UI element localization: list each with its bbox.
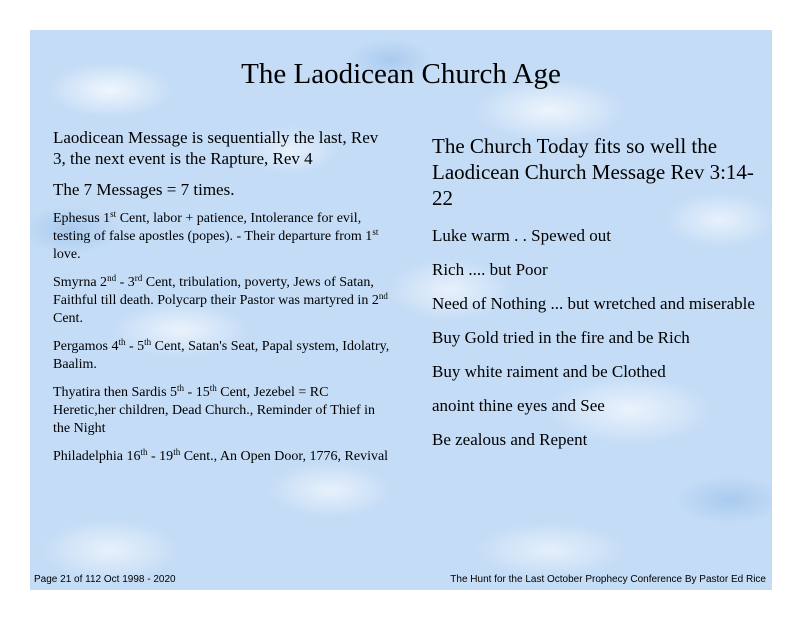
slide	[30, 30, 772, 590]
right-item: Buy Gold tried in the fire and be Rich	[432, 328, 690, 347]
age-pergamos: Pergamos 4th - 5th Cent, Satan's Seat, Papal system, Idolatry, Baalim.	[53, 337, 390, 372]
right-item: Buy white raiment and be Clothed	[432, 362, 666, 381]
right-item: Be zealous and Repent	[432, 430, 588, 449]
right-column	[432, 133, 762, 462]
right-item: Luke warm . . Spewed out	[432, 226, 611, 245]
right-item: anoint thine eyes and See	[432, 396, 605, 415]
footer-credit: The Hunt for the Last October Prophecy Conference By Pastor Ed Rice	[450, 574, 766, 585]
slide-title: The Laodicean Church Age	[241, 58, 561, 90]
age-smyrna: Smyrna 2nd - 3rd Cent, tribulation, poverty, Jews of Satan, Faithful till death. Polycarp their Pastor was martyred in 2nd Cent.	[53, 273, 388, 326]
intro-line-1: Laodicean Message is sequentially the last, Rev 3, the next event is the Rapture, Rev 4	[53, 128, 379, 168]
left-column	[53, 127, 393, 476]
age-philadelphia: Philadelphia 16th - 19th Cent., An Open Door, 1776, Revival	[53, 447, 389, 464]
age-thyatira-sardis: Thyatira then Sardis 5th - 15th Cent, Jezebel = RC Heretic,her children, Dead Church., Reminder of Thief in the Night	[53, 383, 376, 436]
right-heading: The Church Today fits so well the Laodicean Church Message Rev 3:14-22	[432, 134, 754, 210]
right-item: Need of Nothing ... but wretched and miserable	[432, 294, 755, 313]
age-ephesus: Ephesus 1st Cent, labor + patience, Intolerance for evil, testing of false apostles (popes). - Their departure from 1st love.	[53, 209, 379, 262]
footer-page-info: Page 21 of 112 Oct 1998 - 2020	[34, 574, 176, 585]
right-item: Rich .... but Poor	[432, 260, 548, 279]
intro-line-2: The 7 Messages = 7 times.	[53, 180, 235, 199]
